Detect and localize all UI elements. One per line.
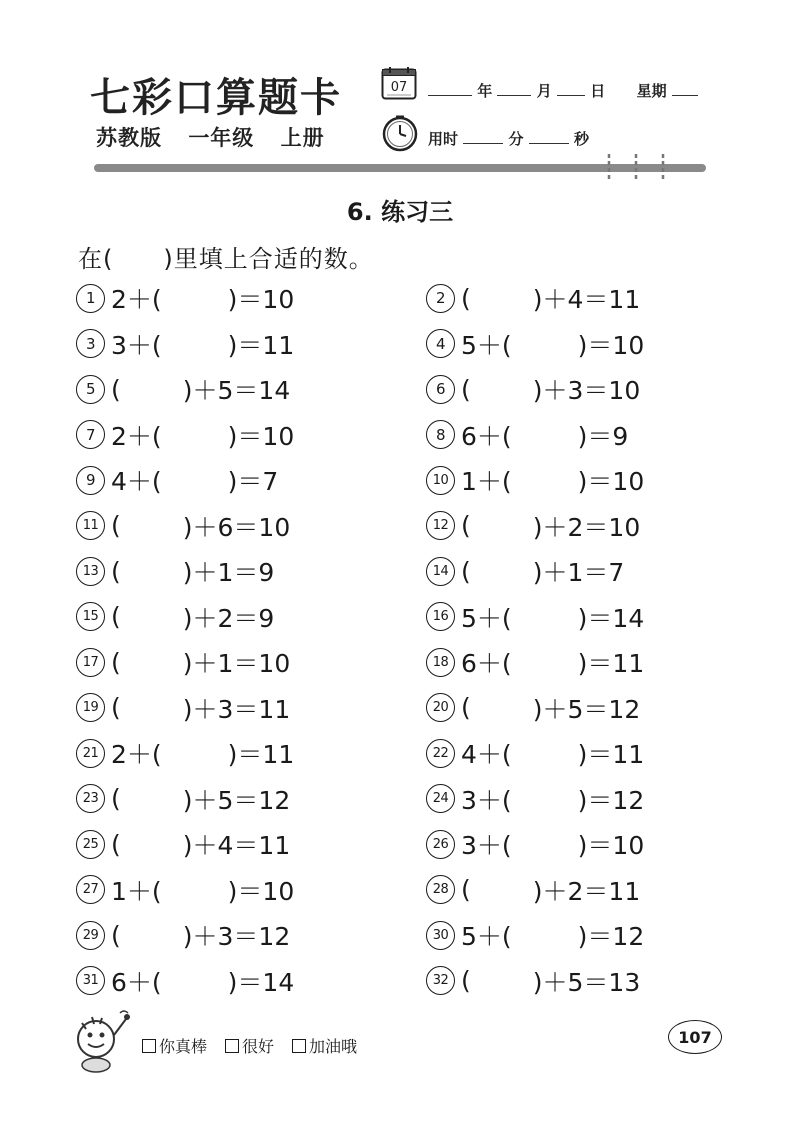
- answer-blank[interactable]: [121, 784, 183, 814]
- month-blank[interactable]: [497, 81, 531, 96]
- equation-before: (: [111, 374, 121, 404]
- minutes-label: 分: [508, 130, 524, 148]
- problem-number: 4: [426, 329, 455, 358]
- equation-after: )＋5＝12: [532, 694, 641, 724]
- equation-after: )＝11: [227, 740, 295, 769]
- answer-blank[interactable]: [471, 511, 533, 541]
- equation-after: )＝10: [227, 421, 295, 451]
- page-number: 107: [668, 1020, 722, 1054]
- rating-label: 加油哦: [309, 1037, 358, 1056]
- equation-before: (: [461, 966, 471, 995]
- equation-before: (: [111, 784, 121, 813]
- volume-label: 上册: [280, 126, 325, 150]
- problem-number: 2: [426, 284, 455, 313]
- equation-after: )＋5＝13: [532, 967, 641, 997]
- problem-number: 16: [426, 602, 455, 631]
- answer-blank[interactable]: [162, 738, 228, 768]
- equation-before: 6＋(: [461, 649, 512, 678]
- equation-after: )＝7: [227, 467, 279, 496]
- equation-before: (: [461, 511, 471, 540]
- equation-before: 5＋(: [461, 330, 512, 360]
- equation-before: (: [111, 647, 121, 677]
- equation-before: 3＋(: [111, 330, 162, 360]
- equation-before: 3＋(: [461, 785, 512, 815]
- problem-item: [76, 963, 294, 999]
- equation-after: )＋4＝11: [182, 831, 291, 860]
- answer-blank[interactable]: [512, 420, 578, 450]
- problem-number: 7: [76, 420, 105, 449]
- problem-item: [426, 417, 628, 453]
- problem-number: 31: [76, 966, 105, 995]
- answer-blank[interactable]: [512, 647, 578, 677]
- problem-number: 30: [426, 921, 455, 950]
- equation-after: )＋2＝9: [182, 603, 275, 633]
- problem-number: 20: [426, 693, 455, 722]
- pin-icon: [660, 154, 666, 182]
- time-used-label: 用时: [428, 130, 459, 148]
- equation-after: )＋4＝11: [532, 285, 641, 314]
- answer-blank[interactable]: [162, 329, 228, 359]
- problem-number: 19: [76, 693, 105, 722]
- problem-item: [426, 371, 640, 407]
- problem-item: [426, 872, 640, 908]
- answer-blank[interactable]: [512, 329, 578, 359]
- answer-blank[interactable]: [471, 374, 533, 404]
- problem-number: 8: [426, 420, 455, 449]
- problem-item: [76, 735, 294, 771]
- problem-item: [426, 963, 640, 999]
- answer-blank[interactable]: [162, 875, 228, 905]
- answer-blank[interactable]: [121, 602, 183, 632]
- problem-item: [426, 917, 644, 953]
- problem-item: [426, 599, 644, 635]
- problem-item: [76, 690, 290, 726]
- problem-number: 5: [76, 375, 105, 404]
- problem-item: [426, 781, 644, 817]
- problem-number: 21: [76, 739, 105, 768]
- problem-item: [426, 553, 624, 589]
- answer-blank[interactable]: [162, 283, 228, 313]
- equation-before: 3＋(: [461, 831, 512, 860]
- problem-number: 24: [426, 784, 455, 813]
- equation-before: (: [461, 283, 471, 313]
- equation-before: (: [461, 875, 471, 904]
- problem-item: [426, 280, 640, 316]
- problem-item: [76, 917, 290, 953]
- equation-before: (: [111, 511, 121, 540]
- checkbox[interactable]: [225, 1039, 239, 1053]
- answer-blank[interactable]: [121, 829, 183, 859]
- answer-blank[interactable]: [512, 920, 578, 950]
- calendar-day: 07: [390, 80, 408, 95]
- problem-item: [426, 462, 644, 498]
- mascot-icon: [70, 1005, 136, 1075]
- rating-options: [142, 1034, 357, 1057]
- problem-number: 6: [426, 375, 455, 404]
- equation-after: )＝10: [577, 330, 645, 360]
- equation-after: )＝12: [577, 922, 645, 951]
- equation-after: )＋2＝10: [532, 512, 641, 542]
- rating-option[interactable]: [142, 1034, 207, 1057]
- problem-number: 17: [76, 648, 105, 677]
- answer-blank[interactable]: [512, 829, 578, 859]
- problem-number: 22: [426, 739, 455, 768]
- equation-after: )＋5＝12: [182, 785, 291, 815]
- equation-before: 2＋(: [111, 421, 162, 451]
- equation-after: )＝9: [577, 421, 629, 451]
- problem-number: 32: [426, 966, 455, 995]
- equation-after: )＝11: [577, 740, 645, 769]
- problem-number: 27: [76, 875, 105, 904]
- book-edition: [96, 122, 343, 152]
- equation-after: )＝10: [227, 876, 295, 906]
- problem-item: [76, 553, 274, 589]
- answer-blank[interactable]: [121, 693, 183, 723]
- problem-number: 9: [76, 466, 105, 495]
- problem-item: [426, 826, 644, 862]
- equation-after: )＋5＝14: [182, 376, 291, 405]
- brand-title: 七彩口算题卡: [90, 74, 342, 121]
- equation-before: (: [111, 829, 121, 859]
- equation-after: )＋1＝9: [182, 558, 275, 587]
- answer-blank[interactable]: [471, 693, 533, 723]
- checkbox[interactable]: [142, 1039, 156, 1053]
- problem-item: [426, 644, 644, 680]
- answer-blank[interactable]: [121, 511, 183, 541]
- answer-blank[interactable]: [121, 374, 183, 404]
- checkbox[interactable]: [292, 1039, 306, 1053]
- equation-after: )＝14: [227, 967, 295, 997]
- minutes-blank[interactable]: [463, 129, 503, 144]
- answer-blank[interactable]: [471, 283, 533, 313]
- answer-blank[interactable]: [512, 784, 578, 814]
- equation-before: 5＋(: [461, 922, 512, 951]
- equation-before: 2＋(: [111, 740, 162, 769]
- answer-blank[interactable]: [471, 966, 533, 996]
- lesson-title: 6. 练习三: [346, 198, 454, 226]
- problem-item: [76, 826, 290, 862]
- problem-item: [76, 644, 290, 680]
- equation-before: (: [111, 693, 121, 722]
- edition-label: 苏教版: [96, 126, 162, 150]
- equation-before: 4＋(: [111, 467, 162, 496]
- equation-after: )＝10: [577, 467, 645, 496]
- answer-blank[interactable]: [162, 420, 228, 450]
- equation-after: )＋3＝10: [532, 376, 641, 405]
- problem-number: 3: [76, 329, 105, 358]
- pin-icon: [606, 154, 612, 182]
- answer-blank[interactable]: [471, 875, 533, 905]
- problem-item: [426, 326, 644, 362]
- year-blank[interactable]: [428, 81, 472, 96]
- problem-number: 14: [426, 557, 455, 586]
- equation-after: )＝14: [577, 603, 645, 633]
- problem-number: 25: [76, 830, 105, 859]
- answer-blank[interactable]: [512, 465, 578, 495]
- problem-item: [76, 599, 274, 635]
- day-label: 日: [590, 82, 606, 100]
- answer-blank[interactable]: [471, 556, 533, 586]
- instruction: 在( )里填上合适的数。: [78, 245, 374, 273]
- equation-before: (: [111, 556, 121, 586]
- weekday-label: 星期: [636, 82, 667, 100]
- day-blank[interactable]: [557, 81, 585, 96]
- problem-item: [76, 326, 294, 362]
- answer-blank[interactable]: [121, 920, 183, 950]
- equation-after: )＝11: [577, 649, 645, 678]
- equation-before: 2＋(: [111, 285, 162, 314]
- problem-item: [76, 872, 294, 908]
- problem-item: [426, 690, 640, 726]
- header-divider: [94, 164, 706, 172]
- answer-blank[interactable]: [162, 465, 228, 495]
- problem-item: [426, 508, 640, 544]
- problem-number: 13: [76, 557, 105, 586]
- answer-blank[interactable]: [162, 966, 228, 996]
- answer-blank[interactable]: [121, 647, 183, 677]
- problem-number: 26: [426, 830, 455, 859]
- problem-number: 1: [76, 284, 105, 313]
- problem-item: [76, 781, 290, 817]
- problem-item: [76, 280, 294, 316]
- equation-before: 1＋(: [111, 876, 162, 906]
- problem-number: 28: [426, 875, 455, 904]
- answer-blank[interactable]: [512, 738, 578, 768]
- equation-before: (: [461, 374, 471, 404]
- problem-number: 15: [76, 602, 105, 631]
- problem-item: [76, 417, 294, 453]
- equation-after: )＋1＝10: [182, 649, 291, 678]
- equation-after: )＝10: [577, 831, 645, 860]
- equation-after: )＋3＝12: [182, 922, 291, 951]
- problem-number: 23: [76, 784, 105, 813]
- answer-blank[interactable]: [121, 556, 183, 586]
- answer-blank[interactable]: [512, 602, 578, 632]
- equation-after: )＋6＝10: [182, 512, 291, 542]
- equation-before: (: [111, 920, 121, 950]
- problem-number: 29: [76, 921, 105, 950]
- problem-item: [76, 371, 290, 407]
- problem-number: 18: [426, 648, 455, 677]
- problem-item: [76, 462, 278, 498]
- seconds-blank[interactable]: [529, 129, 569, 144]
- rating-option[interactable]: [225, 1034, 274, 1057]
- problem-number: 10: [426, 466, 455, 495]
- equation-after: )＝12: [577, 785, 645, 815]
- equation-after: )＝11: [227, 330, 295, 360]
- rating-label: 你真棒: [159, 1037, 208, 1056]
- equation-before: 1＋(: [461, 467, 512, 496]
- equation-before: 4＋(: [461, 740, 512, 769]
- rating-option[interactable]: [292, 1034, 357, 1057]
- problem-number: 11: [76, 511, 105, 540]
- equation-after: )＋2＝11: [532, 876, 641, 906]
- equation-before: (: [461, 693, 471, 722]
- clock-icon: [381, 114, 419, 152]
- weekday-blank[interactable]: [672, 81, 698, 96]
- equation-before: 5＋(: [461, 603, 512, 633]
- rating-label: 很好: [242, 1037, 275, 1056]
- time-line: [428, 128, 589, 149]
- problem-number: 12: [426, 511, 455, 540]
- calendar-icon: [381, 66, 417, 100]
- equation-after: )＋1＝7: [532, 558, 625, 587]
- equation-before: (: [461, 556, 471, 586]
- seconds-label: 秒: [573, 130, 589, 148]
- year-label: 年: [477, 82, 493, 100]
- problem-item: [426, 735, 644, 771]
- equation-after: )＋3＝11: [182, 694, 291, 724]
- equation-before: 6＋(: [461, 421, 512, 451]
- month-label: 月: [536, 82, 552, 100]
- equation-before: 6＋(: [111, 967, 162, 997]
- date-line: [428, 80, 698, 101]
- grade-label: 一年级: [188, 126, 255, 150]
- problem-item: [76, 508, 290, 544]
- equation-after: )＝10: [227, 285, 295, 314]
- equation-before: (: [111, 602, 121, 631]
- pin-icon: [633, 154, 639, 182]
